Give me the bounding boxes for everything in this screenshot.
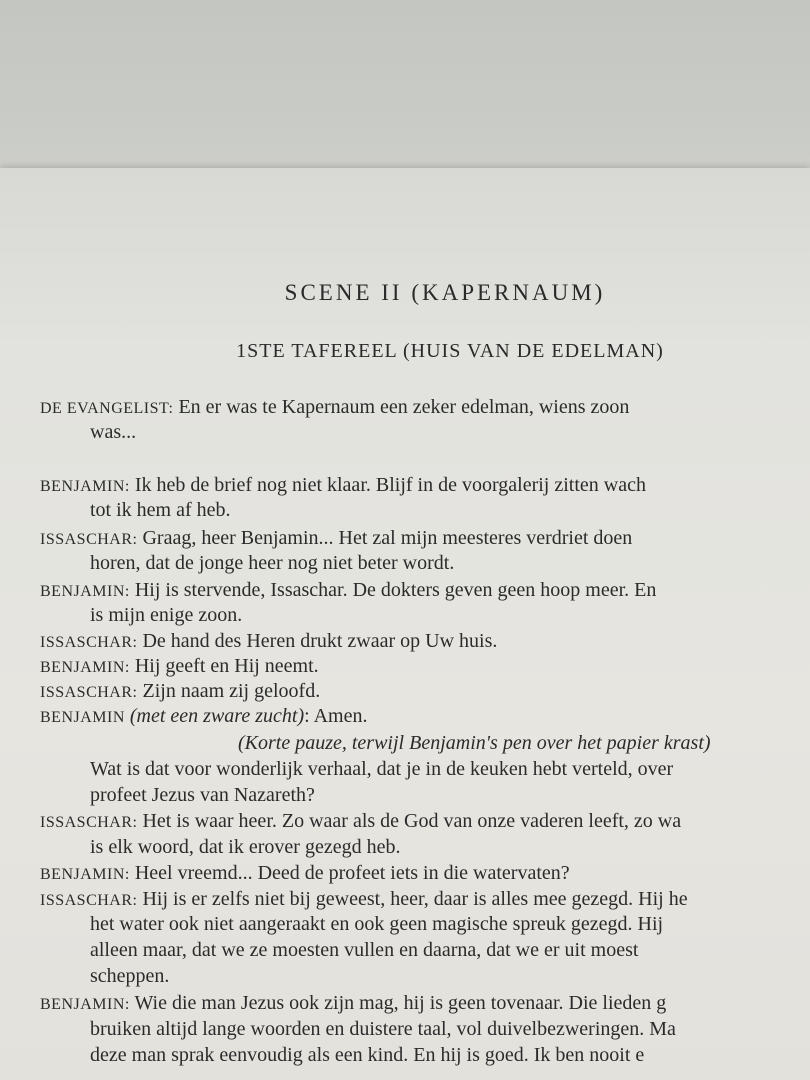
- speaker-name: BENJAMIN: [40, 709, 125, 726]
- line-text: alleen maar, dat we ze moesten vullen en daarna, dat we er uit moest: [90, 939, 639, 961]
- dialogue-line: [90, 965, 169, 988]
- line-text: horen, dat de jonge heer nog niet beter wordt.: [90, 552, 455, 574]
- line-text: Hij is stervende, Issaschar. De dokters geven geen hoop meer. En: [129, 579, 657, 601]
- dialogue-line: [90, 1018, 676, 1041]
- line-text: Wie die man Jezus ook zijn mag, hij is geen tovenaar. Die lieden g: [129, 992, 667, 1014]
- dialogue-line: [90, 499, 231, 522]
- dialogue-line: [40, 810, 681, 833]
- line-text: deze man sprak eenvoudig als een kind. En hij is goed. Ik ben nooit e: [90, 1044, 645, 1066]
- dialogue-line: [40, 680, 320, 703]
- dialogue-line: [90, 552, 454, 575]
- speaker-name: ISSASCHAR:: [40, 684, 138, 701]
- line-text: Graag, heer Benjamin... Het zal mijn meesteres verdriet doen: [137, 527, 633, 549]
- tableau-subtitle: 1STE TAFEREEL (HUIS VAN DE EDELMAN): [236, 340, 664, 362]
- dialogue-line: [40, 655, 319, 678]
- dialogue-line: [40, 992, 666, 1015]
- speaker-name: BENJAMIN:: [40, 996, 130, 1013]
- speaker-name: ISSASCHAR:: [40, 531, 138, 548]
- dialogue-line: [40, 888, 688, 911]
- dialogue-line: [40, 630, 497, 653]
- line-text: Wat is dat voor wonderlijk verhaal, dat je in de keuken hebt verteld, over: [90, 758, 674, 780]
- dialogue-line: [40, 862, 570, 885]
- speaker-name: BENJAMIN:: [40, 659, 130, 676]
- line-text: het water ook niet aangeraakt en ook geen magische spreuk gezegd. Hij: [90, 913, 664, 935]
- line-text: De hand des Heren drukt zwaar op Uw huis.: [137, 630, 498, 652]
- line-text: Ik heb de brief nog niet klaar. Blijf in de voorgalerij zitten wach: [129, 474, 646, 496]
- line-text: bruiken altijd lange woorden en duistere taal, vol duivelbezweringen. Ma: [90, 1018, 676, 1040]
- dialogue-line: [90, 604, 242, 627]
- dialogue-line: [90, 836, 400, 859]
- dialogue-line: [40, 396, 629, 419]
- line-text: scheppen.: [90, 965, 170, 987]
- line-text: profeet Jezus van Nazareth?: [90, 784, 315, 806]
- line-text: Zijn naam zij geloofd.: [137, 680, 321, 702]
- speaker-name: ISSASCHAR:: [40, 814, 138, 831]
- speaker-name: BENJAMIN:: [40, 866, 130, 883]
- dialogue-line: [90, 758, 673, 781]
- dialogue-line: [90, 421, 136, 444]
- line-text: was...: [90, 421, 137, 443]
- line-text: Het is waar heer. Zo waar als de God van onze vaderen leeft, zo wa: [137, 810, 682, 832]
- line-text: is mijn enige zoon.: [90, 604, 243, 626]
- dialogue-line: [90, 784, 315, 807]
- line-text: tot ik hem af heb.: [90, 499, 231, 521]
- line-text: : Amen.: [304, 705, 368, 727]
- dialogue-line: [40, 527, 632, 550]
- dialogue-line: [90, 913, 663, 936]
- dialogue-line: [40, 474, 646, 497]
- speaker-name: ISSASCHAR:: [40, 892, 138, 909]
- line-text: En er was te Kapernaum een zeker edelman, wiens zoon: [173, 396, 630, 418]
- line-text: is elk woord, dat ik erover gezegd heb.: [90, 836, 401, 858]
- stage-direction-inline: (met een zware zucht): [124, 705, 305, 727]
- line-text: Heel vreemd... Deed de profeet iets in die watervaten?: [129, 862, 570, 884]
- speaker-name: BENJAMIN:: [40, 583, 130, 600]
- scene-title: SCENE II (KAPERNAUM): [284, 280, 606, 305]
- line-text: Hij geeft en Hij neemt.: [129, 655, 319, 677]
- dialogue-line: [90, 1044, 644, 1067]
- dialogue-line: [90, 939, 638, 962]
- stage-direction: (Korte pauze, terwijl Benjamin's pen over het papier krast): [238, 732, 711, 754]
- speaker-name: ISSASCHAR:: [40, 634, 138, 651]
- speaker-name: DE EVANGELIST:: [40, 400, 174, 417]
- book-page: [0, 168, 810, 1080]
- line-text: Hij is er zelfs niet bij geweest, heer, daar is alles mee gezegd. Hij he: [137, 888, 688, 910]
- dialogue-line: [40, 579, 656, 602]
- dialogue-line: [40, 705, 367, 728]
- speaker-name: BENJAMIN:: [40, 478, 130, 495]
